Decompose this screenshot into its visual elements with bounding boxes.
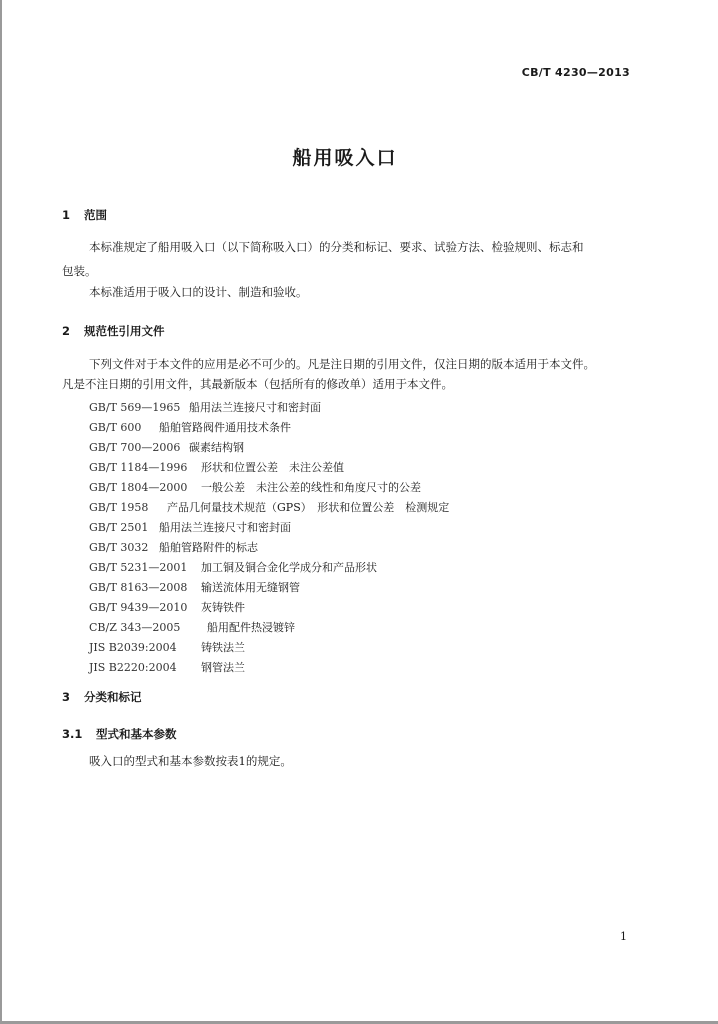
reference-item <box>89 559 377 575</box>
reference-title: 产品几何量技术规范（GPS） 形状和位置公差 检测规定 <box>167 501 450 514</box>
reference-item <box>89 579 300 595</box>
reference-code: GB/T 700—2006 <box>89 441 181 454</box>
paragraph: 包装。 <box>62 264 97 278</box>
reference-code: CB/Z 343—2005 <box>89 621 181 634</box>
reference-title: 加工铜及铜合金化学成分和产品形状 <box>201 561 377 574</box>
reference-title: 船用法兰连接尺寸和密封面 <box>189 401 321 414</box>
reference-title: 铸铁法兰 <box>201 641 245 654</box>
reference-item <box>89 539 258 555</box>
section-title: 分类和标记 <box>84 690 142 704</box>
section-number: 3 <box>62 690 71 704</box>
reference-item <box>89 459 344 475</box>
reference-title: 船舶管路阀件通用技术条件 <box>159 421 291 434</box>
reference-code: JIS B2039:2004 <box>89 641 177 654</box>
paragraph: 吸入口的型式和基本参数按表1的规定。 <box>89 754 292 768</box>
reference-title: 碳素结构钢 <box>189 441 244 454</box>
reference-title: 船用法兰连接尺寸和密封面 <box>159 521 291 534</box>
subsection-3-1-heading <box>62 726 177 742</box>
reference-code: GB/T 9439—2010 <box>89 601 188 614</box>
reference-code: JIS B2220:2004 <box>89 661 177 674</box>
reference-title: 形状和位置公差 未注公差值 <box>201 461 344 474</box>
section-2-heading <box>62 323 165 339</box>
paragraph: 下列文件对于本文件的应用是必不可少的。凡是注日期的引用文件，仅注日期的版本适用于本文件。 <box>89 357 595 371</box>
reference-code: GB/T 2501 <box>89 521 149 534</box>
reference-code: GB/T 8163—2008 <box>89 581 188 594</box>
reference-code: GB/T 1184—1996 <box>89 461 188 474</box>
reference-item <box>89 659 245 675</box>
reference-item <box>89 499 449 515</box>
reference-title: 输送流体用无缝钢管 <box>201 581 300 594</box>
reference-title: 一般公差 未注公差的线性和角度尺寸的公差 <box>201 481 421 494</box>
reference-item <box>89 419 291 435</box>
paragraph: 本标准适用于吸入口的设计、制造和验收。 <box>89 285 308 299</box>
reference-code: GB/T 600 <box>89 421 142 434</box>
subsection-title: 型式和基本参数 <box>96 727 177 741</box>
reference-title: 钢管法兰 <box>201 661 245 674</box>
reference-item <box>89 519 291 535</box>
standard-number: CB/T 4230—2013 <box>521 66 630 79</box>
reference-code: GB/T 5231—2001 <box>89 561 188 574</box>
reference-item <box>89 619 295 635</box>
subsection-number: 3.1 <box>62 727 83 741</box>
paragraph: 本标准规定了船用吸入口（以下简称吸入口）的分类和标记、要求、试验方法、检验规则、标志和 <box>89 240 584 254</box>
reference-code: GB/T 1804—2000 <box>89 481 188 494</box>
paragraph: 凡是不注日期的引用文件，其最新版本（包括所有的修改单）适用于本文件。 <box>62 377 453 391</box>
reference-code: GB/T 3032 <box>89 541 149 554</box>
page-number: 1 <box>620 930 627 943</box>
reference-title: 船舶管路附件的标志 <box>159 541 258 554</box>
reference-item <box>89 479 421 495</box>
reference-code: GB/T 1958 <box>89 501 149 514</box>
reference-item <box>89 639 245 655</box>
reference-item <box>89 399 321 415</box>
section-3-heading <box>62 689 142 705</box>
section-title: 范围 <box>84 208 107 222</box>
section-title: 规范性引用文件 <box>84 324 165 338</box>
reference-title: 船用配件热浸镀锌 <box>207 621 295 634</box>
reference-item <box>89 439 244 455</box>
section-1-heading <box>62 207 107 223</box>
reference-item <box>89 599 245 615</box>
reference-code: GB/T 569—1965 <box>89 401 181 414</box>
document-title: 船用吸入口 <box>292 147 398 169</box>
reference-title: 灰铸铁件 <box>201 601 245 614</box>
section-number: 2 <box>62 324 71 338</box>
section-number: 1 <box>62 208 71 222</box>
